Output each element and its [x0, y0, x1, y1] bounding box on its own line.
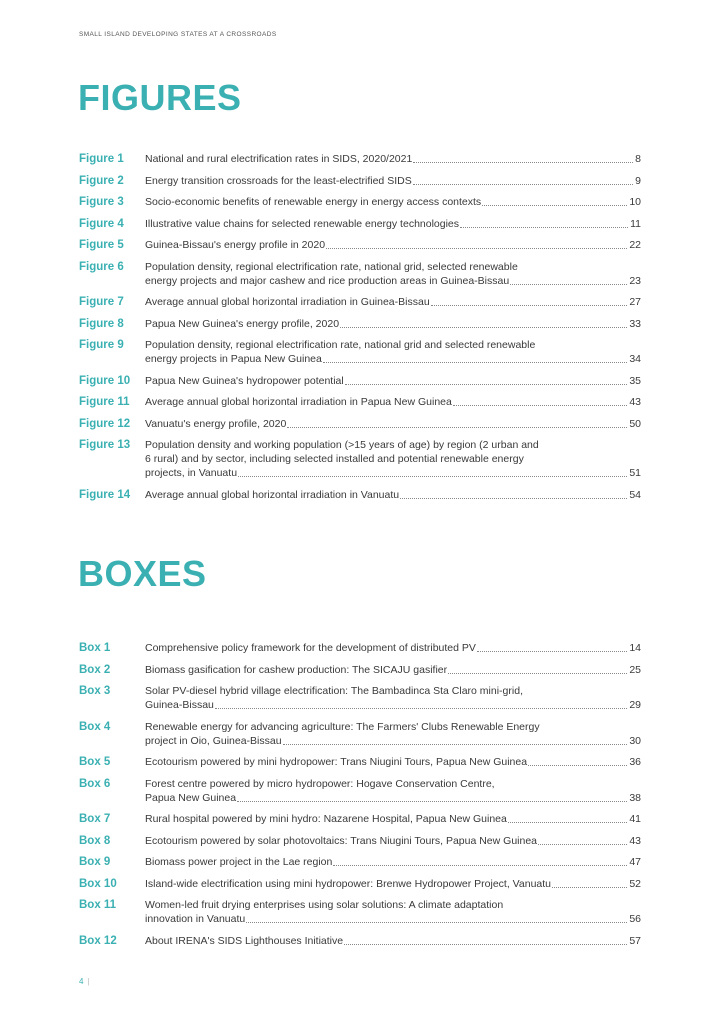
figure-caption-last-line	[145, 374, 641, 388]
box-caption	[145, 834, 641, 848]
figure-page-number: 8	[635, 153, 641, 165]
box-page-number: 57	[629, 934, 641, 947]
footer-separator: |	[87, 977, 90, 986]
box-caption-last-line	[145, 641, 641, 655]
figure-label: Figure 1	[79, 153, 124, 165]
box-entry[interactable]	[79, 877, 641, 891]
box-entry[interactable]	[79, 720, 641, 748]
box-caption-text: Island-wide electrification using mini hydropower: Brenwe Hydropower Project, Vanuatu	[145, 877, 552, 890]
box-caption	[145, 663, 641, 677]
box-caption-line: Women-led fruit drying enterprises using solar solutions: A climate adaptation	[145, 899, 504, 911]
box-page-number: 41	[629, 813, 641, 825]
figure-page-number: 33	[629, 317, 641, 330]
box-caption-text: Guinea-Bissau	[145, 699, 214, 711]
figure-label: Figure 5	[79, 239, 124, 251]
figures-heading: FIGURES	[78, 77, 242, 118]
dot-leader	[413, 162, 633, 163]
box-caption-text: Biomass power project in the Lae region	[145, 856, 333, 868]
figure-caption	[145, 338, 641, 366]
figure-label: Figure 4	[79, 217, 124, 230]
dot-leader	[333, 865, 627, 866]
box-label: Box 3	[79, 685, 111, 697]
figures-list	[79, 152, 641, 509]
box-caption	[145, 855, 641, 869]
dot-leader	[448, 673, 627, 674]
figure-caption-last-line	[145, 466, 641, 480]
running-head: SMALL ISLAND DEVELOPING STATES AT A CROSSROADS	[79, 31, 277, 38]
figure-entry[interactable]	[79, 317, 641, 331]
box-label: Box 2	[79, 663, 111, 676]
figure-entry[interactable]	[79, 374, 641, 388]
figure-caption	[145, 374, 641, 388]
box-caption-last-line	[145, 791, 641, 805]
figure-caption-last-line	[145, 274, 641, 288]
figure-caption	[145, 395, 641, 409]
dot-leader	[287, 427, 627, 428]
figure-entry[interactable]	[79, 438, 641, 480]
dot-leader	[528, 765, 627, 766]
figure-entry[interactable]	[79, 238, 641, 252]
box-caption-last-line	[145, 812, 641, 826]
figure-caption	[145, 488, 641, 502]
box-caption-text: Rural hospital powered by mini hydro: Nazarene Hospital, Papua New Guinea	[145, 813, 507, 825]
figure-caption-text: Average annual global horizontal irradiation in Vanuatu	[145, 488, 400, 501]
figure-caption	[145, 260, 641, 288]
dot-leader	[340, 327, 627, 328]
dot-leader	[552, 887, 627, 888]
box-page-number: 38	[629, 791, 641, 804]
box-caption	[145, 684, 641, 712]
figure-caption-line: Population density, regional electrification rate, national grid, selected renewable	[145, 260, 518, 273]
box-caption-text: Ecotourism powered by solar photovoltaics: Trans Niugini Tours, Papua New Guinea	[145, 834, 538, 847]
box-entry[interactable]	[79, 834, 641, 848]
figure-caption-text: energy projects in Papua New Guinea	[145, 353, 322, 365]
box-caption-line: Solar PV-diesel hybrid village electrification: The Bambadinca Sta Claro mini-grid,	[145, 685, 523, 697]
figure-caption-last-line	[145, 238, 641, 252]
dot-leader	[431, 305, 628, 306]
dot-leader	[482, 205, 627, 206]
box-entry[interactable]	[79, 898, 641, 926]
box-label: Box 7	[79, 813, 111, 825]
box-page-number: 52	[629, 877, 641, 890]
figure-caption-last-line	[145, 195, 641, 209]
figure-caption-text: National and rural electrification rates in SIDS, 2020/2021	[145, 153, 413, 165]
box-label: Box 12	[79, 934, 117, 947]
box-entry[interactable]	[79, 934, 641, 948]
box-caption	[145, 898, 641, 926]
box-caption-text: Biomass gasification for cashew production: The SICAJU gasifier	[145, 663, 448, 676]
dot-leader	[238, 476, 627, 477]
box-page-number: 30	[629, 734, 641, 747]
box-page-number: 43	[629, 834, 641, 847]
figure-entry[interactable]	[79, 295, 641, 309]
figure-page-number: 9	[635, 174, 641, 187]
page-footer	[79, 977, 90, 986]
figure-entry[interactable]	[79, 395, 641, 409]
figure-label: Figure 13	[79, 439, 131, 451]
box-label: Box 11	[79, 899, 117, 911]
dot-leader	[538, 844, 627, 845]
box-label: Box 1	[79, 642, 111, 654]
figure-label: Figure 3	[79, 196, 124, 208]
box-caption-last-line	[145, 912, 641, 926]
dot-leader	[246, 922, 627, 923]
box-caption-line: Renewable energy for advancing agriculture: The Farmers' Clubs Renewable Energy	[145, 720, 540, 733]
box-caption-text: innovation in Vanuatu	[145, 913, 246, 925]
figure-entry[interactable]	[79, 217, 641, 231]
box-caption	[145, 812, 641, 826]
figure-label: Figure 10	[79, 374, 131, 387]
figure-caption	[145, 238, 641, 252]
dot-leader	[510, 284, 627, 285]
figure-caption	[145, 417, 641, 431]
figure-label: Figure 2	[79, 174, 124, 187]
box-page-number: 47	[629, 856, 641, 868]
figure-entry[interactable]	[79, 260, 641, 288]
box-entry[interactable]	[79, 812, 641, 826]
figure-caption-text: energy projects and major cashew and rice production areas in Guinea-Bissau	[145, 274, 510, 287]
box-caption	[145, 934, 641, 948]
box-entry[interactable]	[79, 855, 641, 869]
figure-caption-line: Population density, regional electrification rate, national grid and selected renewable	[145, 339, 536, 351]
figure-page-number: 54	[629, 488, 641, 501]
box-caption-last-line	[145, 934, 641, 948]
box-label: Box 5	[79, 756, 111, 768]
box-caption-text: Papua New Guinea	[145, 791, 237, 804]
figure-page-number: 27	[629, 296, 641, 308]
box-caption-line: Forest centre powered by micro hydropower: Hogave Conservation Centre,	[145, 777, 495, 790]
figure-label: Figure 11	[79, 396, 130, 408]
figure-caption-text: Vanuatu's energy profile, 2020	[145, 417, 287, 430]
figure-entry[interactable]	[79, 195, 641, 209]
box-page-number: 25	[629, 663, 641, 676]
box-caption-text: About IRENA's SIDS Lighthouses Initiative	[145, 934, 344, 947]
figure-caption-last-line	[145, 174, 641, 188]
figure-caption	[145, 295, 641, 309]
figure-caption	[145, 195, 641, 209]
figure-caption-last-line	[145, 395, 641, 409]
box-caption-text: Ecotourism powered by mini hydropower: Trans Niugini Tours, Papua New Guinea	[145, 756, 528, 768]
figure-page-number: 50	[629, 417, 641, 430]
figure-page-number: 34	[629, 353, 641, 365]
dot-leader	[453, 405, 627, 406]
figure-caption-last-line	[145, 417, 641, 431]
dot-leader	[345, 384, 628, 385]
figure-entry[interactable]	[79, 174, 641, 188]
box-label: Box 10	[79, 877, 117, 890]
figure-label: Figure 8	[79, 317, 124, 330]
figure-caption-last-line	[145, 152, 641, 166]
box-caption	[145, 720, 641, 748]
box-label: Box 6	[79, 777, 111, 790]
figure-entry[interactable]	[79, 338, 641, 366]
figure-entry[interactable]	[79, 417, 641, 431]
box-label: Box 8	[79, 834, 111, 847]
figure-page-number: 35	[629, 374, 641, 387]
figure-caption-text: Energy transition crossroads for the least-electrified SIDS	[145, 174, 412, 187]
figure-entry[interactable]	[79, 488, 641, 502]
dot-leader	[460, 227, 628, 228]
figure-label: Figure 14	[79, 488, 131, 501]
box-caption-last-line	[145, 698, 641, 712]
figure-caption-text: Guinea-Bissau's energy profile in 2020	[145, 239, 326, 251]
dot-leader	[413, 184, 633, 185]
box-caption	[145, 777, 641, 805]
figure-label: Figure 9	[79, 339, 124, 351]
figure-page-number: 11	[630, 217, 641, 230]
figure-page-number: 51	[629, 467, 641, 479]
dot-leader	[326, 248, 627, 249]
dot-leader	[237, 801, 627, 802]
dot-leader	[323, 362, 627, 363]
figure-caption	[145, 217, 641, 231]
figure-caption-last-line	[145, 352, 641, 366]
box-caption-last-line	[145, 855, 641, 869]
boxes-list	[79, 641, 641, 955]
box-page-number: 56	[629, 913, 641, 925]
figure-label: Figure 6	[79, 260, 124, 273]
box-page-number: 14	[629, 642, 641, 654]
figure-caption-line: Population density and working population (>15 years of age) by region (2 urban and	[145, 439, 539, 451]
figure-caption-last-line	[145, 488, 641, 502]
page-number: 4	[79, 977, 84, 986]
figure-caption-last-line	[145, 317, 641, 331]
figure-caption-text: Papua New Guinea's hydropower potential	[145, 374, 344, 387]
box-caption-last-line	[145, 834, 641, 848]
box-entry[interactable]	[79, 663, 641, 677]
figure-caption-text: Papua New Guinea's energy profile, 2020	[145, 317, 340, 330]
dot-leader	[400, 498, 627, 499]
box-entry[interactable]	[79, 684, 641, 712]
figure-page-number: 10	[629, 196, 641, 208]
box-caption-text: Comprehensive policy framework for the development of distributed PV	[145, 642, 476, 654]
figure-caption	[145, 152, 641, 166]
figure-entry[interactable]	[79, 152, 641, 166]
box-page-number: 29	[629, 699, 641, 711]
boxes-heading: BOXES	[78, 553, 207, 594]
box-caption-last-line	[145, 755, 641, 769]
figure-page-number: 22	[629, 239, 641, 251]
box-page-number: 36	[629, 756, 641, 768]
dot-leader	[283, 744, 628, 745]
box-label: Box 9	[79, 856, 111, 868]
figure-caption-text: Socio-economic benefits of renewable energy in energy access contexts	[145, 196, 482, 208]
figure-page-number: 43	[629, 396, 641, 408]
box-entry[interactable]	[79, 777, 641, 805]
figure-caption-text: Average annual global horizontal irradiation in Guinea-Bissau	[145, 296, 430, 308]
box-caption-last-line	[145, 734, 641, 748]
box-label: Box 4	[79, 720, 111, 733]
box-caption-last-line	[145, 663, 641, 677]
figure-caption-text: Illustrative value chains for selected renewable energy technologies	[145, 217, 460, 230]
figure-caption	[145, 438, 641, 480]
box-caption	[145, 755, 641, 769]
figure-caption-text: Average annual global horizontal irradiation in Papua New Guinea	[145, 396, 452, 408]
dot-leader	[344, 944, 627, 945]
figure-caption-line: 6 rural) and by sector, including selected installed and potential renewable energy	[145, 453, 524, 465]
dot-leader	[508, 822, 627, 823]
dot-leader	[477, 651, 627, 652]
box-caption	[145, 877, 641, 891]
dot-leader	[215, 708, 627, 709]
box-caption	[145, 641, 641, 655]
figure-label: Figure 7	[79, 296, 124, 308]
figure-caption-last-line	[145, 217, 641, 231]
figure-caption	[145, 174, 641, 188]
box-entry[interactable]	[79, 755, 641, 769]
box-caption-text: project in Oio, Guinea-Bissau	[145, 734, 282, 747]
figure-label: Figure 12	[79, 417, 131, 430]
box-entry[interactable]	[79, 641, 641, 655]
figure-caption	[145, 317, 641, 331]
figure-page-number: 23	[629, 274, 641, 287]
box-caption-last-line	[145, 877, 641, 891]
figure-caption-last-line	[145, 295, 641, 309]
figure-caption-text: projects, in Vanuatu	[145, 467, 238, 479]
